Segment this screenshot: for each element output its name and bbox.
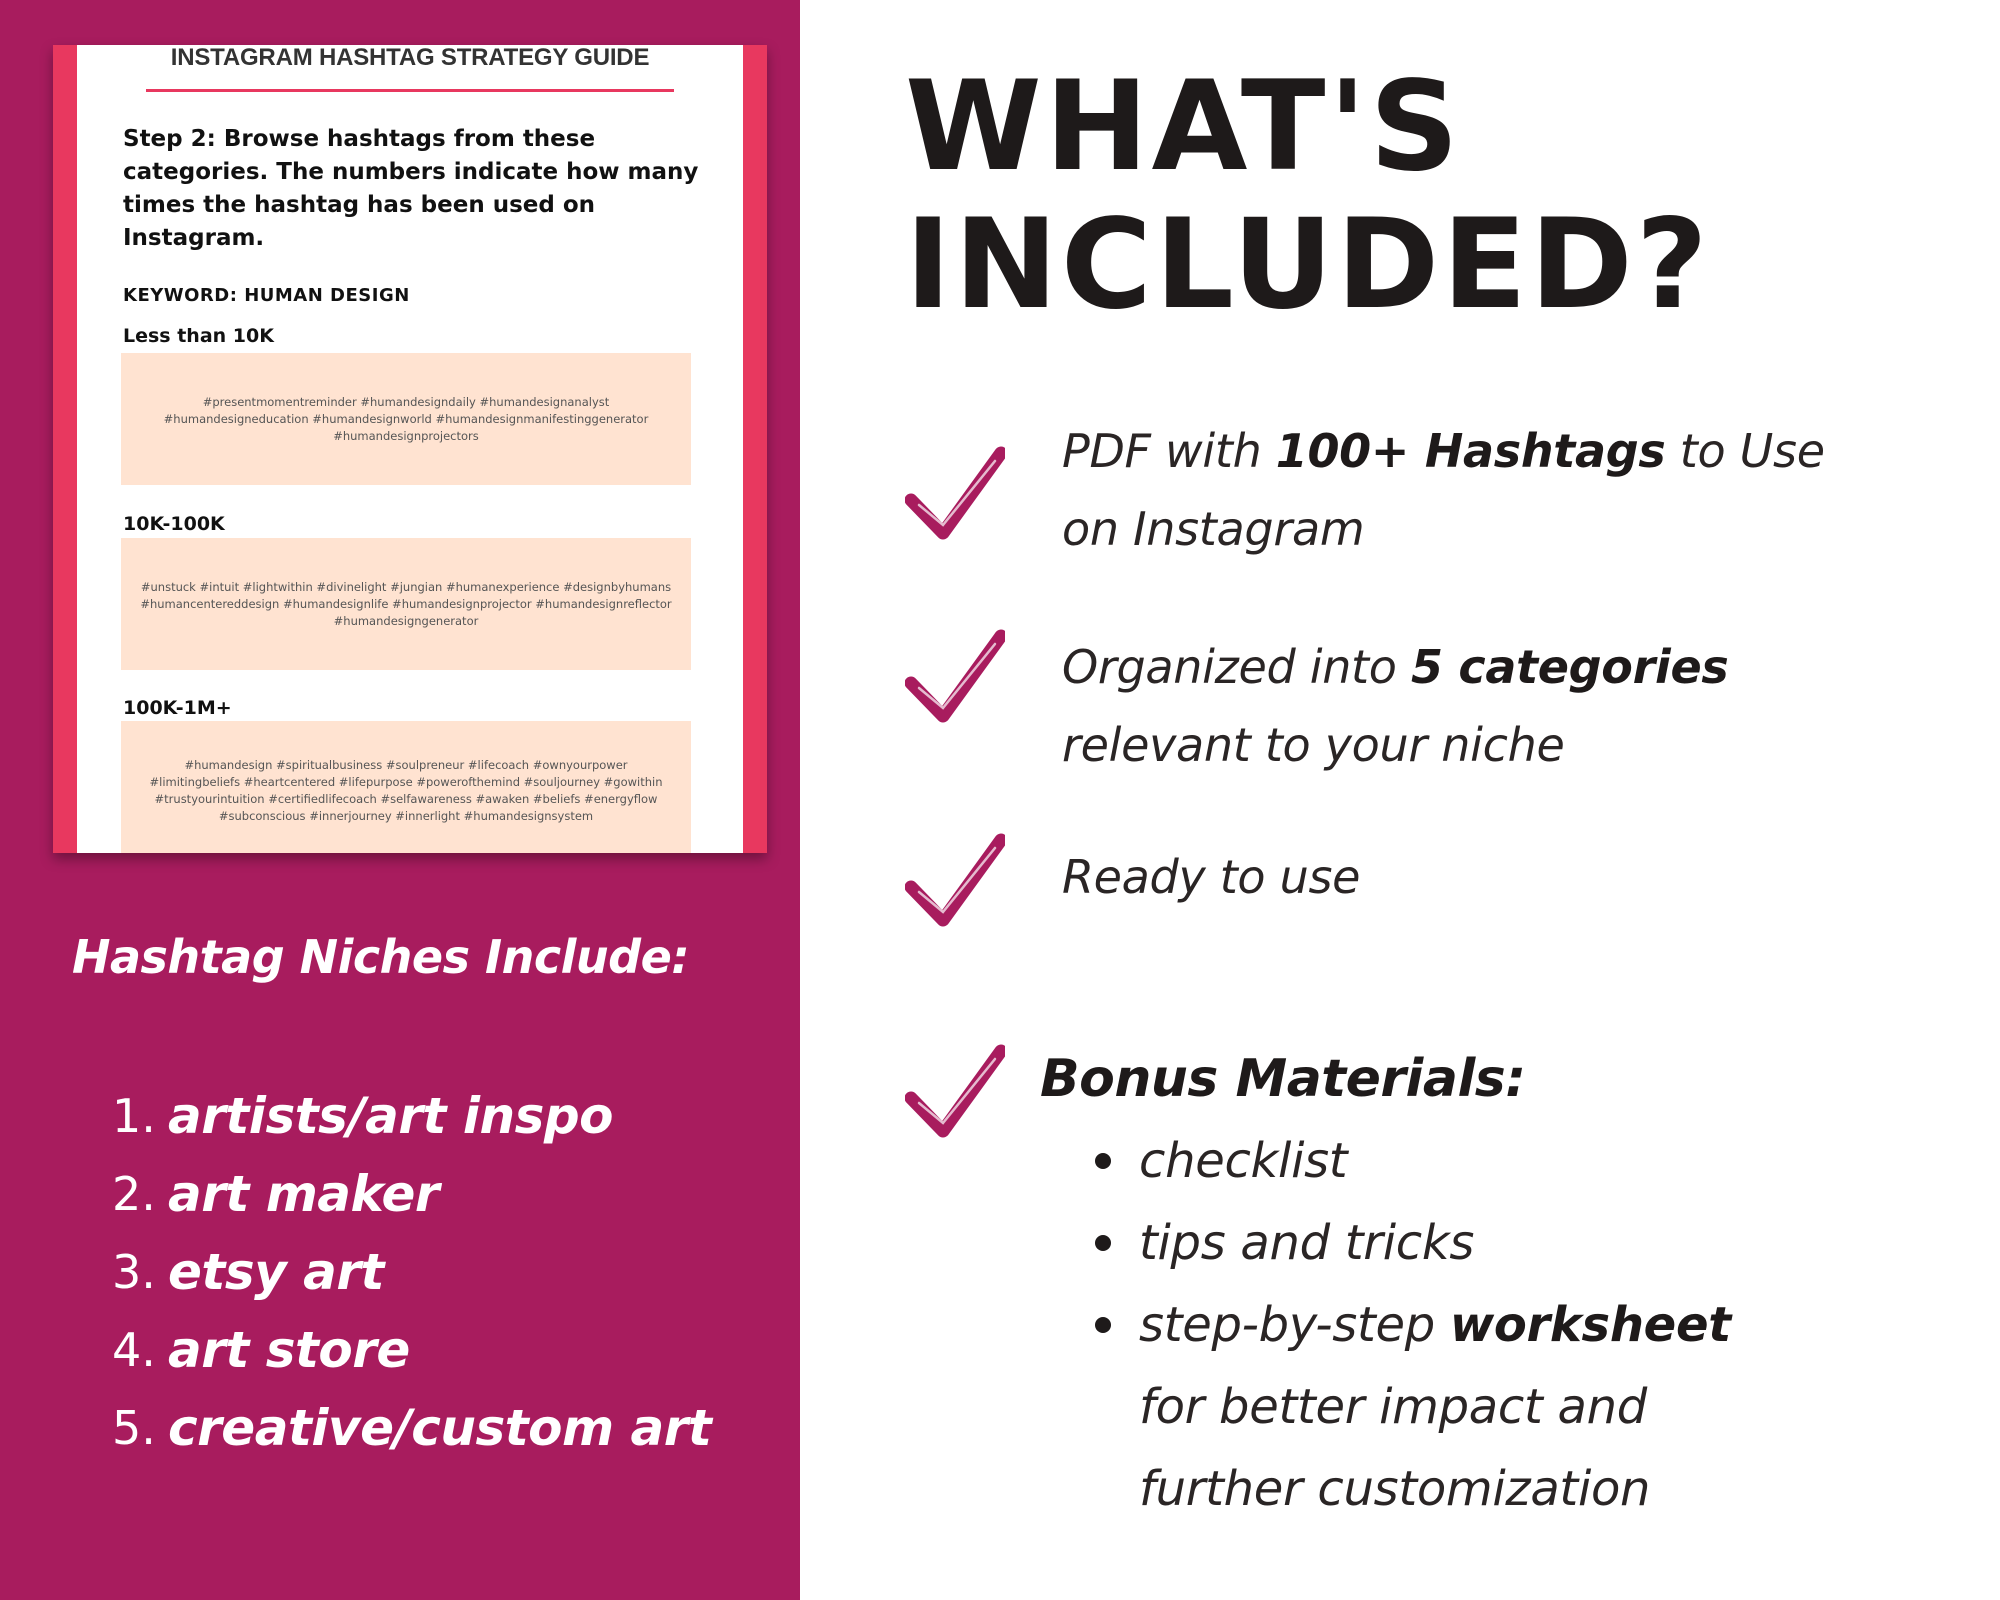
document-right-border (743, 45, 767, 853)
list-item (1095, 1284, 1731, 1530)
feature-pdf-hashtags (1062, 412, 1825, 568)
feature-ready-to-use (1062, 838, 1360, 916)
document-title: INSTAGRAM HASHTAG STRATEGY GUIDE (170, 45, 650, 71)
document-title-divider (146, 89, 674, 92)
feature-text-pre: Ready to use (1062, 850, 1361, 904)
feature-text-line-2: on Instagram (1062, 502, 1365, 556)
page-title-line-2: INCLUDED? (905, 193, 1711, 337)
hashtag-box-100k-1m: #humandesign #spiritualbusiness #soulpreneur #lifecoach #ownyourpower #limitingbeliefs #heartcentered #lifepurpose #powerofthemind #souljourney #gowithin #trustyourintuition #certifiedlifecoach #selfawareness #awaken #beliefs #energyflow #subconscious #innerjourney #innerlight #humandesignsystem (121, 721, 691, 853)
niche-label: art maker (168, 1165, 440, 1223)
section-label-10k-100k: 10K-100K (123, 513, 225, 535)
niche-label: artists/art inspo (168, 1087, 613, 1145)
niche-label: etsy art (168, 1243, 384, 1301)
checkmark-icon (905, 1043, 1005, 1143)
hashtag-box-10k-100k: #unstuck #intuit #lightwithin #divinelight #jungian #humanexperience #designbyhumans #humancentereddesign #humandesignlife #humandesignprojector #humandesignreflector #humandesigngenerator (121, 538, 691, 670)
checkmark-icon (905, 445, 1005, 545)
document-preview (53, 45, 767, 853)
hashtag-box-less-than-10k: #presentmomentreminder #humandesigndaily #humandesignanalyst #humandesigneducation #humandesignworld #humandesignmanifestinggenerator #humandesignprojectors (121, 353, 691, 485)
bonus-item-text: checklist (1139, 1133, 1348, 1189)
list-item (112, 1311, 711, 1389)
page-title (905, 55, 1711, 337)
feature-text-line-2: relevant to your niche (1062, 718, 1565, 772)
list-item (112, 1077, 711, 1155)
feature-text-post: to Use (1665, 424, 1825, 478)
feature-text-pre: PDF with (1062, 424, 1276, 478)
feature-text-pre: Organized into (1062, 640, 1411, 694)
document-keyword: KEYWORD: HUMAN DESIGN (123, 285, 410, 306)
left-panel (0, 0, 800, 1600)
niche-label: art store (168, 1321, 410, 1379)
niche-list (112, 1077, 711, 1467)
section-label-less-than-10k: Less than 10K (123, 325, 274, 347)
document-left-border (53, 45, 77, 853)
list-item (112, 1233, 711, 1311)
page-title-line-1: WHAT'S (905, 55, 1462, 199)
section-label-100k-1m: 100K-1M+ (123, 697, 232, 719)
feature-text-bold: 5 categories (1410, 640, 1729, 694)
list-item (112, 1155, 711, 1233)
bonus-heading: Bonus Materials: (1040, 1049, 1526, 1109)
checkmark-icon (905, 832, 1005, 932)
bullet-icon (1095, 1235, 1111, 1251)
bonus-item-bold: worksheet (1449, 1297, 1731, 1353)
niches-heading: Hashtag Niches Include: (72, 930, 690, 984)
bonus-item-text: step-by-step (1139, 1297, 1450, 1353)
list-item (1095, 1202, 1731, 1284)
niche-label: creative/custom art (168, 1399, 712, 1457)
niche-number: 4. (112, 1323, 156, 1377)
feature-text-bold: 100+ Hashtags (1275, 424, 1666, 478)
bullet-icon (1095, 1317, 1111, 1333)
bonus-item-line-2: for better impact and (1139, 1379, 1647, 1435)
niche-number: 3. (112, 1245, 156, 1299)
bonus-item-text: tips and tricks (1139, 1215, 1475, 1271)
bullet-icon (1095, 1153, 1111, 1169)
document-step-text: Step 2: Browse hashtags from these categories. The numbers indicate how many times the hashtag has been used on Instagram. (123, 126, 699, 251)
list-item (1095, 1120, 1731, 1202)
niche-number: 1. (112, 1089, 156, 1143)
list-item (112, 1389, 711, 1467)
feature-categories (1062, 628, 1728, 784)
bonus-item-line-3: further customization (1139, 1461, 1651, 1517)
niche-number: 5. (112, 1401, 156, 1455)
checkmark-icon (905, 628, 1005, 728)
bonus-list (1095, 1120, 1731, 1530)
niche-number: 2. (112, 1167, 156, 1221)
